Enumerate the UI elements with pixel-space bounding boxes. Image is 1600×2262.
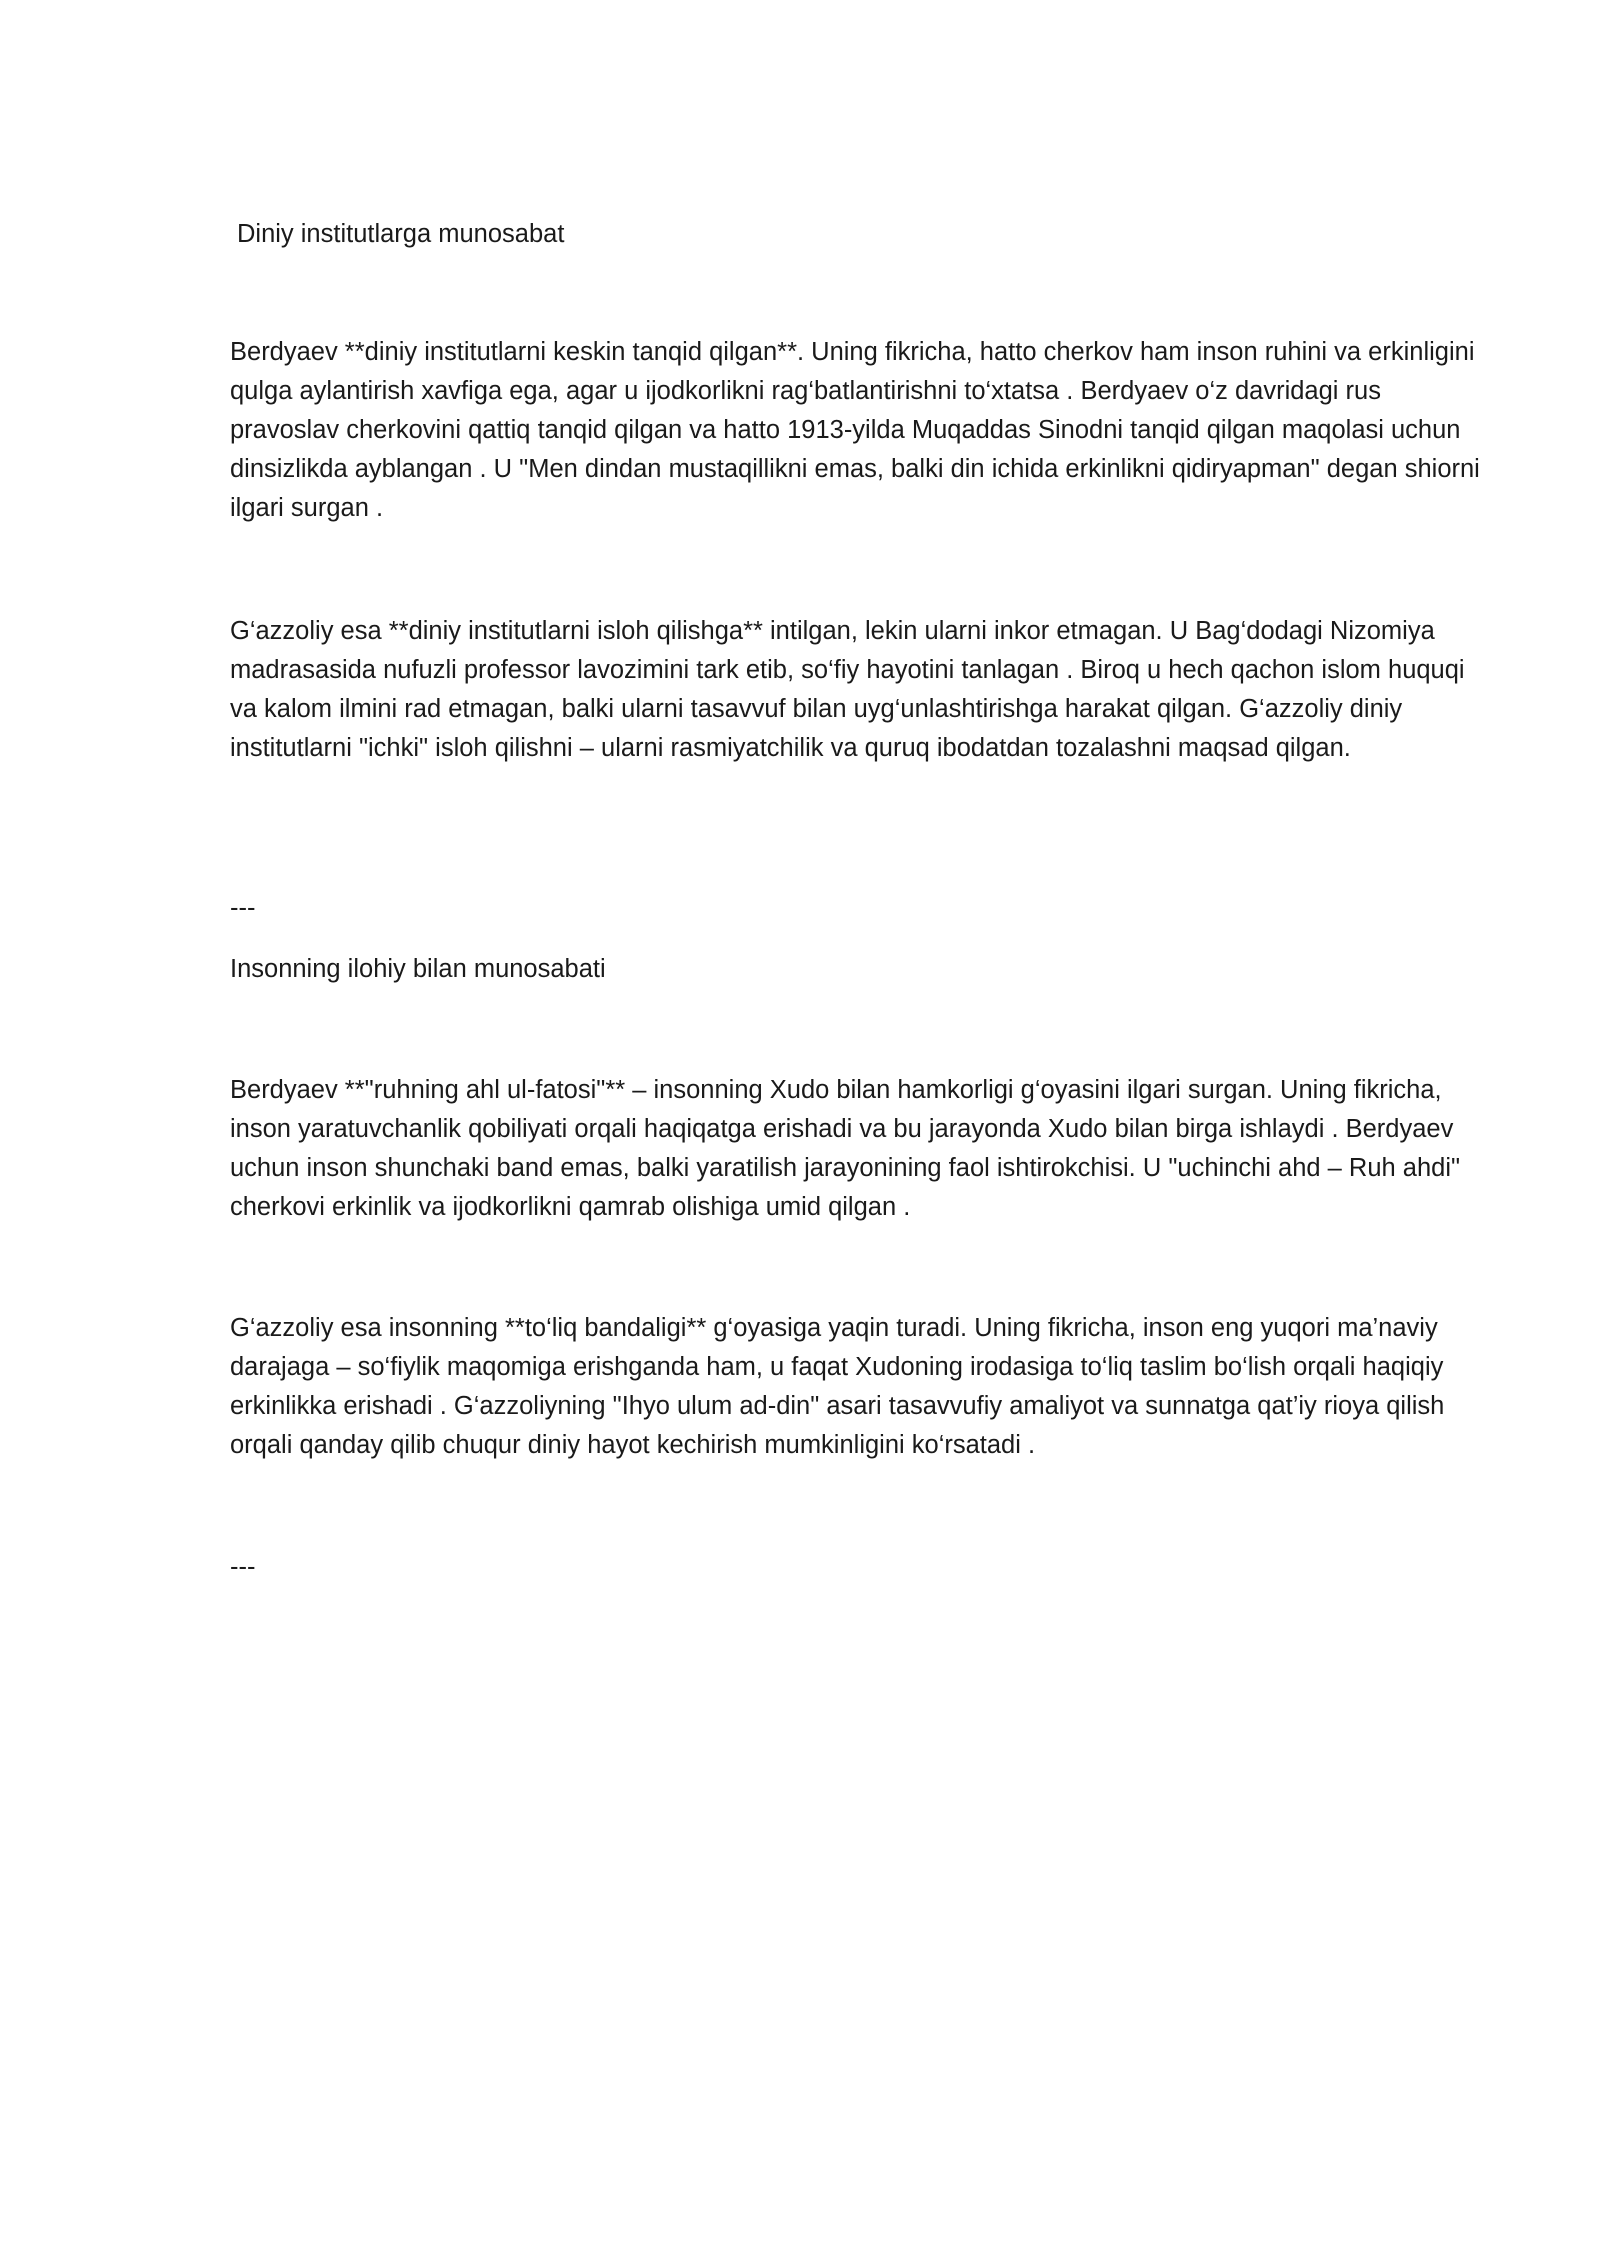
separator-line: ---: [230, 1553, 256, 1581]
separator-line: ---: [230, 894, 256, 922]
paragraph-ghazali-divine: G‘azzoliy esa insonning **to‘liq bandaligi** g‘oyasiga yaqin turadi. Uning fikricha, inson eng yuqori ma’naviy darajaga – so‘fiylik maqomiga erishganda ham, u faqat Xudoning irodasiga to‘liq taslim bo‘lish orqali haqiqiy erkinlikka erishadi . G‘azzoliyning "Ihyo ulum ad-din" asari tasavvufiy amaliyot va sunnatga qat’iy rioya qilish orqali qanday qilib chuqur diniy hayot kechirish mumkinligini ko‘rsatadi .: [230, 1314, 1445, 1459]
section-heading-relation-to-divine: Insonning ilohiy bilan munosabati: [230, 955, 606, 983]
paragraph-berdyaev-institutions: Berdyaev **diniy institutlarni keskin tanqid qilgan**. Uning fikricha, hatto cherkov ham inson ruhini va erkinligini qulga aylantirish xavfiga ega, agar u ijodkorlikni rag‘batlantirishni to‘xtatsa . Berdyaev o‘z davridagi rus pravoslav cherkovini qattiq tanqid qilgan va hatto 1913-yilda Muqaddas Sinodni tanqid qilgan maqolasi uchun dinsizlikda ayblangan . U "Men dindan mustaqillikni emas, balki din ichida erkinlikni qidiryapman" degan shiorni ilgari surgan .: [230, 338, 1480, 522]
paragraph-ghazali-institutions: G‘azzoliy esa **diniy institutlarni isloh qilishga** intilgan, lekin ularni inkor etmagan. U Bag‘dodagi Nizomiya madrasasida nufuzli professor lavozimini tark etib, so‘fiy hayotini tanlagan . Biroq u hech qachon islom huquqi va kalom ilmini rad etmagan, balki ularni tasavvuf bilan uyg‘unlashtirishga harakat qilgan. G‘azzoliy diniy institutlarni "ichki" isloh qilishni – ularni rasmiyatchilik va quruq ibodatdan tozalashni maqsad qilgan.: [230, 617, 1465, 762]
section-heading-religious-institutions: Diniy institutlarga munosabat: [237, 220, 565, 248]
paragraph-berdyaev-divine: Berdyaev **"ruhning ahl ul-fatosi"** – insonning Xudo bilan hamkorligi g‘oyasini ilgari surgan. Uning fikricha, inson yaratuvchanlik qobiliyati orqali haqiqatga erishadi va bu jarayonda Xudo bilan birga ishlaydi . Berdyaev uchun inson shunchaki band emas, balki yaratilish jarayonining faol ishtirokchisi. U "uchinchi ahd – Ruh ahdi" cherkovi erkinlik va ijodkorlikni qamrab olishiga umid qilgan .: [230, 1076, 1461, 1221]
